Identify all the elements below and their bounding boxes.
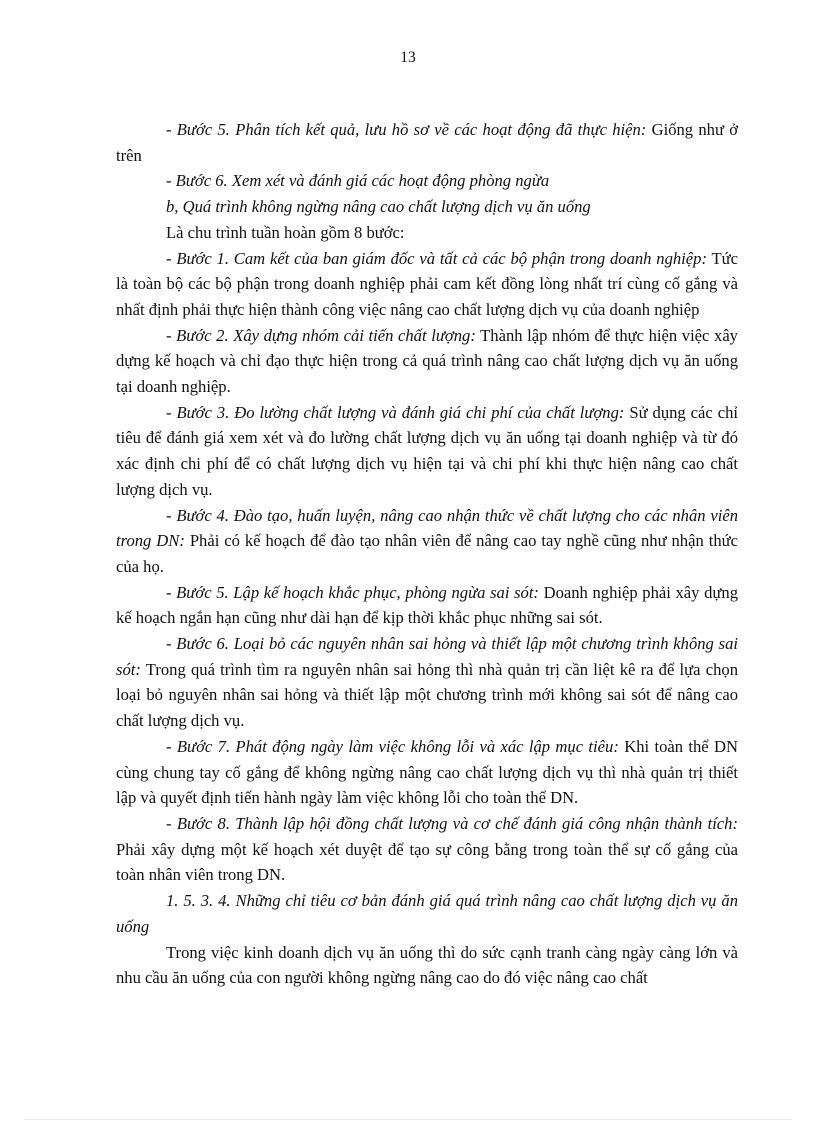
paragraph-text: Phải xây dựng một kế hoạch xét duyệt để tạo sự công bằng trong toàn thể sự cố gắng của toàn nhân viên trong DN. [116,839,738,885]
section-heading-1-5-3-4 [116,888,738,939]
paragraph-heading: - Bước 2. Xây dựng nhóm cải tiến chất lượng: [166,325,476,345]
paragraph-text: Doanh nghiệp phải xây dựng kế hoạch ngắn hạn cũng như dài hạn để kịp thời khắc phục những sai sót. [116,582,738,628]
paragraph-text: Sử dụng các chỉ tiêu để đánh giá xem xét và đo lường chất lượng dịch vụ ăn uống tại doanh nghiệp và từ đó xác định chi phí để có chất lượng dịch vụ hiện tại và chi phí khi thực hiện nâng cao chất lượng dịch vụ. [116,402,738,499]
paragraph-heading: - Bước 3. Đo lường chất lượng và đánh giá chi phí của chất lượng: [166,402,625,422]
paragraph-step-2 [116,323,738,400]
paragraph-heading: - Bước 6. Xem xét và đánh giá các hoạt động phòng ngừa [166,171,550,191]
document-body [116,117,738,991]
paragraph-heading: - Bước 4. Đào tạo, huấn luyện, nâng cao nhận thức về chất lượng cho các nhân viên trong DN: [116,505,738,551]
paragraph-step-8 [116,811,738,888]
paragraph-text: Thành lập nhóm để thực hiện việc xây dựng kế hoạch và chỉ đạo thực hiện trong cả quá trình nâng cao chất lượng dịch vụ ăn uống tại doanh nghiệp. [116,325,738,397]
paragraph-step-7 [116,734,738,811]
paragraph-indicators-intro [116,940,738,991]
section-heading-b [116,194,738,220]
paragraph-step-6 [116,631,738,734]
paragraph-text: Tức là toàn bộ các bộ phận trong doanh nghiệp phải cam kết đồng lòng nhất trí cùng cố gắng và nhất định phải thực hiện thành công việc nâng cao chất lượng dịch vụ của doanh nghiệp [116,248,738,319]
paragraph-step-1 [116,246,738,323]
paragraph-text: Giống như ở trên [116,120,738,165]
paragraph-step-5 [116,580,738,631]
paragraph-text: Là chu trình tuần hoàn gồm 8 bước: [166,222,405,242]
paragraph-cycle-intro [116,220,738,246]
paragraph-text: Khi toàn thể DN cùng chung tay cố gắng để không ngừng nâng cao chất lượng dịch vụ thì nhà quản trị thiết lập và quyết định tiến hành ngày làm việc không lỗi cho toàn thể DN. [116,736,738,808]
paragraph-heading: - Bước 7. Phát động ngày làm việc không lỗi và xác lập mục tiêu: [166,736,619,756]
paragraph-heading: b, Quá trình không ngừng nâng cao chất lượng dịch vụ ăn uống [166,197,591,217]
page-number: 13 [400,49,416,66]
page-bottom-rule [24,1119,792,1120]
paragraph-text: Trong quá trình tìm ra nguyên nhân sai hỏng thì nhà quản trị cần liệt kê ra để lựa chọn loại bỏ nguyên nhân sai hỏng và thiết lập một chương trình mới không sai sót để nâng cao chất lượng dịch vụ. [116,659,738,731]
paragraph-heading: - Bước 1. Cam kết của ban giám đốc và tất cả các bộ phận trong doanh nghiệp: [166,248,707,268]
paragraph-heading: - Bước 8. Thành lập hội đồng chất lượng và cơ chế đánh giá công nhận thành tích: [166,813,738,833]
paragraph-text: Trong việc kinh doanh dịch vụ ăn uống thì do sức cạnh tranh càng ngày càng lớn và nhu cầu ăn uống của con người không ngừng nâng cao do đó việc nâng cao chất [116,942,738,988]
paragraph-step-3 [116,400,738,503]
paragraph-text: Phải có kế hoạch để đào tạo nhân viên để nâng cao tay nghề cũng như nhận thức của họ. [116,531,738,576]
paragraph-heading: - Bước 6. Loại bỏ các nguyên nhân sai hỏng và thiết lập một chương trình không sai sót: [116,634,738,679]
paragraph-step-4 [116,503,738,580]
paragraph-heading: - Bước 5. Lập kế hoạch khắc phục, phòng ngừa sai sót: [166,582,539,602]
paragraph-heading: - Bước 5. Phân tích kết quả, lưu hồ sơ về các hoạt động đã thực hiện: [166,120,647,139]
paragraph-step-5-analysis [116,117,738,168]
paragraph-step-6-review [116,168,738,194]
paragraph-heading: 1. 5. 3. 4. Những chỉ tiêu cơ bản đánh giá quá trình nâng cao chất lượng dịch vụ ăn uống [116,891,738,936]
